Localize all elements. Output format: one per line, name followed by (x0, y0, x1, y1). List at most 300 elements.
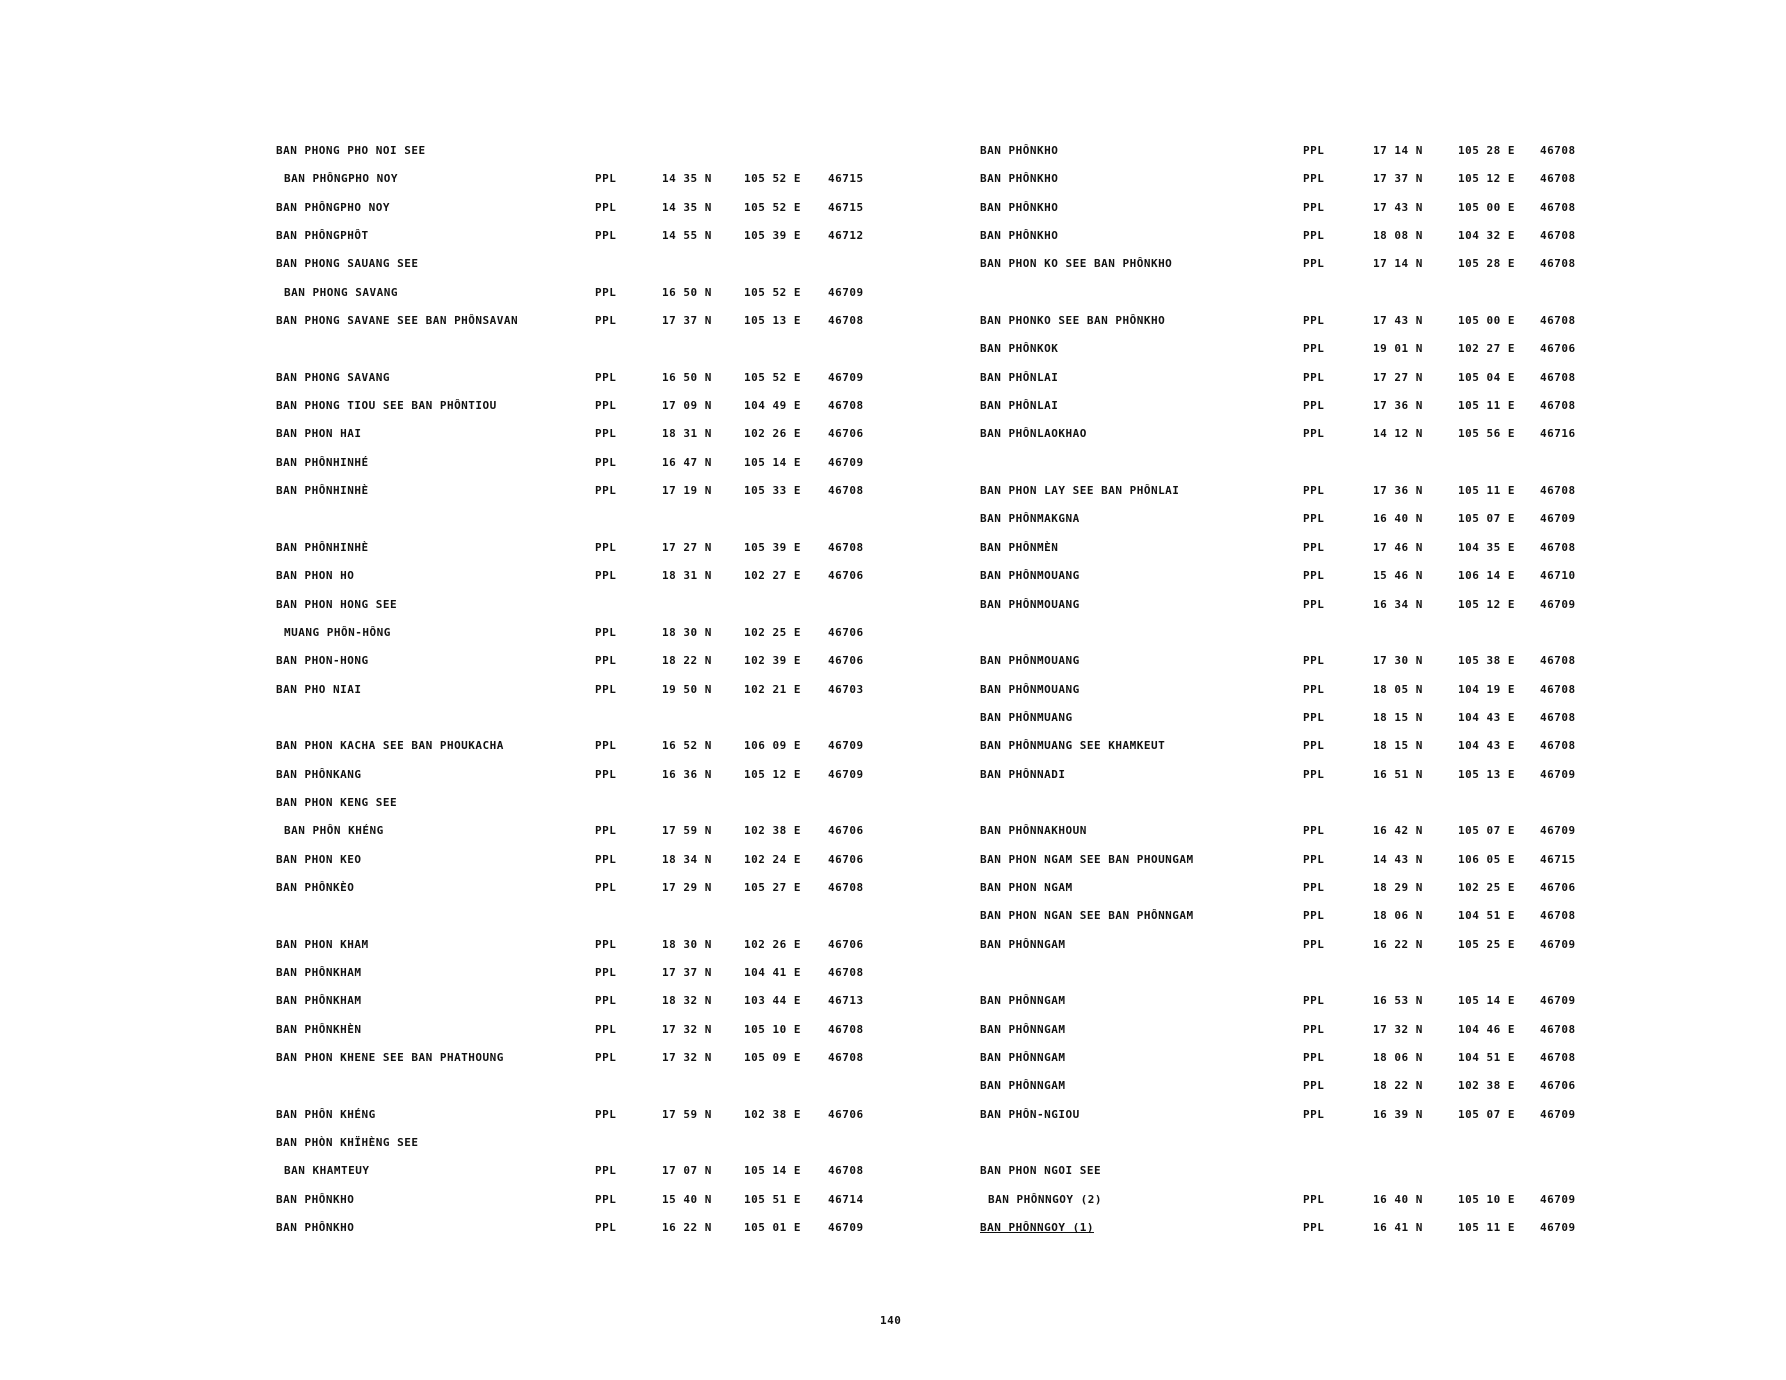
latitude: 16 47 N (662, 455, 712, 469)
place-name: BAN PHÔN-NGIOU (980, 1107, 1080, 1121)
place-name: BAN PHON NGOI SEE (980, 1164, 1102, 1178)
gazetteer-entry (980, 735, 1600, 763)
place-name: BAN PHONG SAVANE SEE BAN PHÔNSAVAN (276, 314, 519, 328)
place-name: BAN PHO NIAI (276, 682, 362, 696)
longitude: 105 13 E (1458, 767, 1515, 781)
place-name: BAN PHÔNMÈN (980, 540, 1059, 554)
gazetteer-entry (980, 905, 1600, 933)
longitude: 105 13 E (744, 314, 801, 328)
gazetteer-entry (980, 423, 1600, 451)
place-name: BAN PHÔNNGAM (980, 1051, 1066, 1064)
place-name: BAN PHON LAY SEE BAN PHÔNLAI (980, 484, 1180, 498)
place-name: BAN PHÔNLAI (980, 399, 1059, 413)
gazetteer-entry (276, 565, 896, 593)
gazetteer-entry (980, 367, 1600, 395)
latitude: 16 40 N (1373, 1192, 1423, 1206)
place-name: BAN PHON HAI (276, 427, 362, 441)
map-sheet: 46708 (1540, 710, 1576, 724)
place-name: BAN PHONKO SEE BAN PHÔNKHO (980, 314, 1166, 328)
place-name: BAN PHÔNKÈO (276, 880, 355, 894)
longitude: 102 24 E (744, 852, 801, 866)
blank-row (276, 707, 896, 735)
latitude: 18 31 N (662, 569, 712, 583)
place-name: BAN PHÔNKHO (276, 1221, 355, 1235)
map-sheet: 46709 (828, 455, 864, 469)
feature-class: PPL (595, 965, 617, 979)
map-sheet: 46713 (828, 994, 864, 1008)
place-name: BAN PHÔN KHÉNG (284, 824, 384, 838)
longitude: 105 10 E (744, 1022, 801, 1036)
gazetteer-entry (980, 990, 1600, 1018)
gazetteer-entry (980, 877, 1600, 905)
longitude: 106 09 E (744, 739, 801, 753)
map-sheet: 46709 (1540, 1107, 1576, 1121)
latitude: 17 59 N (662, 1107, 712, 1121)
map-sheet: 46709 (1540, 767, 1576, 781)
longitude: 105 07 E (1458, 1107, 1515, 1121)
latitude: 17 27 N (662, 540, 712, 554)
longitude: 102 39 E (744, 654, 801, 668)
longitude: 105 38 E (1458, 654, 1515, 668)
place-name: BAN PHÔNKHÈN (276, 1022, 362, 1036)
feature-class: PPL (595, 1192, 617, 1206)
latitude: 18 30 N (662, 625, 712, 639)
blank-row (980, 962, 1600, 990)
place-name: BAN PHONG SAVANG (284, 285, 398, 299)
place-name: BAN PHON KO SEE BAN PHÔNKHO (980, 257, 1173, 271)
place-name: BAN PHÔNNADI (980, 767, 1066, 781)
gazetteer-entry (276, 253, 896, 281)
place-name: BAN PHON KEO (276, 852, 362, 866)
map-sheet: 46712 (828, 229, 864, 243)
latitude: 16 50 N (662, 370, 712, 384)
feature-class: PPL (1303, 739, 1325, 753)
longitude: 102 38 E (744, 1107, 801, 1121)
latitude: 17 46 N (1373, 540, 1423, 554)
map-sheet: 46710 (1540, 569, 1576, 583)
latitude: 18 31 N (662, 427, 712, 441)
feature-class: PPL (595, 484, 617, 498)
blank-row (980, 1132, 1600, 1160)
latitude: 17 37 N (662, 314, 712, 328)
longitude: 105 52 E (744, 285, 801, 299)
gazetteer-entry (276, 679, 896, 707)
map-sheet: 46715 (828, 200, 864, 214)
feature-class: PPL (1303, 144, 1325, 157)
latitude: 14 43 N (1373, 852, 1423, 866)
latitude: 17 09 N (662, 399, 712, 413)
gazetteer-entry (276, 934, 896, 962)
place-name: BAN PHÔNKHO (980, 200, 1059, 214)
longitude: 102 25 E (744, 625, 801, 639)
feature-class: PPL (1303, 937, 1325, 951)
longitude: 104 35 E (1458, 540, 1515, 554)
feature-class: PPL (595, 852, 617, 866)
longitude: 105 11 E (1458, 1221, 1515, 1235)
place-name: BAN PHON NGAM (980, 880, 1073, 894)
feature-class: PPL (1303, 909, 1325, 923)
map-sheet: 46708 (1540, 540, 1576, 554)
feature-class: PPL (595, 682, 617, 696)
place-name: BAN PHÔNHINHÈ (276, 484, 369, 498)
latitude: 17 59 N (662, 824, 712, 838)
map-sheet: 46708 (1540, 314, 1576, 328)
gazetteer-entry (276, 650, 896, 678)
longitude: 105 27 E (744, 880, 801, 894)
gazetteer-entry (276, 197, 896, 225)
latitude: 18 32 N (662, 994, 712, 1008)
map-sheet: 46708 (1540, 1051, 1576, 1064)
feature-class: PPL (1303, 654, 1325, 668)
place-name: BAN PHÔNNGAM (980, 994, 1066, 1008)
place-name: BAN PHON KHENE SEE BAN PHATHOUNG (276, 1051, 504, 1064)
feature-class: PPL (1303, 852, 1325, 866)
place-name: BAN PHÔNLAI (980, 370, 1059, 384)
place-name: BAN PHÔNKOK (980, 342, 1059, 356)
gazetteer-entry (980, 225, 1600, 253)
gazetteer-entry (980, 820, 1600, 848)
map-sheet: 46706 (828, 654, 864, 668)
latitude: 15 40 N (662, 1192, 712, 1206)
feature-class: PPL (1303, 682, 1325, 696)
gazetteer-entry (980, 934, 1600, 962)
gazetteer-entry (276, 1217, 896, 1245)
feature-class: PPL (1303, 569, 1325, 583)
map-sheet: 46708 (1540, 229, 1576, 243)
longitude: 103 44 E (744, 994, 801, 1008)
map-sheet: 46706 (1540, 342, 1576, 356)
gazetteer-entry (980, 650, 1600, 678)
place-name: BAN PHONG PHO NOI SEE (276, 144, 426, 157)
latitude: 17 27 N (1373, 370, 1423, 384)
longitude: 105 52 E (744, 200, 801, 214)
gazetteer-entry (980, 140, 1600, 168)
longitude: 105 33 E (744, 484, 801, 498)
place-name: BAN PHON-HONG (276, 654, 369, 668)
longitude: 106 14 E (1458, 569, 1515, 583)
longitude: 105 00 E (1458, 314, 1515, 328)
latitude: 16 53 N (1373, 994, 1423, 1008)
longitude: 104 43 E (1458, 739, 1515, 753)
map-sheet: 46709 (1540, 512, 1576, 526)
map-sheet: 46708 (828, 965, 864, 979)
longitude: 105 11 E (1458, 484, 1515, 498)
place-name: BAN PHÔNMOUANG (980, 597, 1080, 611)
latitude: 18 30 N (662, 937, 712, 951)
latitude: 17 14 N (1373, 144, 1423, 157)
latitude: 17 19 N (662, 484, 712, 498)
feature-class: PPL (595, 427, 617, 441)
feature-class: PPL (1303, 540, 1325, 554)
latitude: 14 35 N (662, 172, 712, 186)
place-name: BAN PHON KACHA SEE BAN PHOUKACHA (276, 739, 504, 753)
feature-class: PPL (595, 1164, 617, 1178)
gazetteer-entry (980, 1047, 1600, 1075)
longitude: 104 19 E (1458, 682, 1515, 696)
feature-class: PPL (595, 540, 617, 554)
feature-class: PPL (595, 994, 617, 1008)
feature-class: PPL (595, 370, 617, 384)
feature-class: PPL (1303, 1051, 1325, 1064)
feature-class: PPL (595, 739, 617, 753)
place-name: BAN PHÔNMOUANG (980, 654, 1080, 668)
longitude: 102 27 E (744, 569, 801, 583)
place-name: BAN PHÔNGPHO NOY (284, 172, 398, 186)
gazetteer-entry (980, 1160, 1600, 1188)
gazetteer-entry (980, 508, 1600, 536)
place-name: BAN PHÔNMUANG SEE KHAMKEUT (980, 739, 1166, 753)
longitude: 105 14 E (1458, 994, 1515, 1008)
gazetteer-entry (276, 310, 896, 338)
feature-class: PPL (595, 314, 617, 328)
place-name: BAN PHÔNKHO (980, 172, 1059, 186)
place-name: BAN PHÔNLAOKHAO (980, 427, 1087, 441)
feature-class: PPL (595, 1107, 617, 1121)
gazetteer-entry (276, 282, 896, 310)
place-name: BAN PHON HONG SEE (276, 597, 398, 611)
gazetteer-entry (980, 338, 1600, 366)
longitude: 105 39 E (744, 540, 801, 554)
longitude: 105 56 E (1458, 427, 1515, 441)
latitude: 16 50 N (662, 285, 712, 299)
map-sheet: 46706 (1540, 1079, 1576, 1093)
feature-class: PPL (595, 824, 617, 838)
gazetteer-entry (980, 764, 1600, 792)
place-name: BAN PHÔNNGAM (980, 1022, 1066, 1036)
map-sheet: 46708 (1540, 1022, 1576, 1036)
gazetteer-entry (276, 423, 896, 451)
latitude: 18 08 N (1373, 229, 1423, 243)
latitude: 16 51 N (1373, 767, 1423, 781)
latitude: 19 50 N (662, 682, 712, 696)
feature-class: PPL (595, 399, 617, 413)
map-sheet: 46709 (1540, 824, 1576, 838)
map-sheet: 46709 (828, 370, 864, 384)
feature-class: PPL (1303, 229, 1325, 243)
gazetteer-entry (276, 877, 896, 905)
gazetteer-entry (276, 735, 896, 763)
map-sheet: 46709 (1540, 1192, 1576, 1206)
blank-row (980, 622, 1600, 650)
gazetteer-entry (980, 1075, 1600, 1103)
place-name: BAN PHÔNKHO (980, 144, 1059, 157)
gazetteer-entry (980, 395, 1600, 423)
longitude: 102 26 E (744, 937, 801, 951)
feature-class: PPL (595, 767, 617, 781)
feature-class: PPL (1303, 512, 1325, 526)
gazetteer-entry (276, 1104, 896, 1132)
map-sheet: 46708 (828, 880, 864, 894)
map-sheet: 46709 (828, 739, 864, 753)
map-sheet: 46708 (828, 314, 864, 328)
gazetteer-entry (276, 168, 896, 196)
latitude: 18 22 N (1373, 1079, 1423, 1093)
gazetteer-entry (276, 849, 896, 877)
gazetteer-entry (980, 679, 1600, 707)
latitude: 15 46 N (1373, 569, 1423, 583)
place-name: BAN PHÔNNGAM (980, 1079, 1066, 1093)
gazetteer-entry (276, 1132, 896, 1160)
feature-class: PPL (1303, 597, 1325, 611)
longitude: 105 28 E (1458, 257, 1515, 271)
blank-row (276, 508, 896, 536)
gazetteer-entry (276, 1160, 896, 1188)
longitude: 102 25 E (1458, 880, 1515, 894)
longitude: 105 09 E (744, 1051, 801, 1064)
longitude: 106 05 E (1458, 852, 1515, 866)
gazetteer-entry (980, 168, 1600, 196)
place-name: BAN PHÔNMUANG (980, 710, 1073, 724)
place-name: BAN PHÔNKANG (276, 767, 362, 781)
gazetteer-entry (276, 367, 896, 395)
map-sheet: 46706 (1540, 880, 1576, 894)
place-name: BAN PHÔNKHO (276, 1192, 355, 1206)
gazetteer-entry (276, 820, 896, 848)
feature-class: PPL (595, 937, 617, 951)
place-name: BAN PHÔN KHÉNG (276, 1107, 376, 1121)
latitude: 17 36 N (1373, 399, 1423, 413)
latitude: 17 32 N (1373, 1022, 1423, 1036)
longitude: 105 12 E (1458, 597, 1515, 611)
gazetteer-entry (980, 310, 1600, 338)
gazetteer-entry (980, 1189, 1600, 1217)
map-sheet: 46716 (1540, 427, 1576, 441)
place-name: BAN PHÔNKHO (980, 229, 1059, 243)
map-sheet: 46708 (1540, 682, 1576, 696)
longitude: 102 21 E (744, 682, 801, 696)
latitude: 17 29 N (662, 880, 712, 894)
map-sheet: 46708 (1540, 399, 1576, 413)
feature-class: PPL (1303, 824, 1325, 838)
gazetteer-entry (980, 849, 1600, 877)
longitude: 105 11 E (1458, 399, 1515, 413)
feature-class: PPL (595, 625, 617, 639)
page-number: 140 (880, 1314, 902, 1327)
map-sheet: 46715 (1540, 852, 1576, 866)
gazetteer-entry (276, 480, 896, 508)
gazetteer-entry (276, 1189, 896, 1217)
map-sheet: 46708 (1540, 144, 1576, 157)
gazetteer-entry (276, 764, 896, 792)
gazetteer-entry (980, 1019, 1600, 1047)
gazetteer-entry (980, 1104, 1600, 1132)
map-sheet: 46714 (828, 1192, 864, 1206)
map-sheet: 46709 (1540, 597, 1576, 611)
gazetteer-entry (276, 225, 896, 253)
latitude: 16 40 N (1373, 512, 1423, 526)
longitude: 104 49 E (744, 399, 801, 413)
gazetteer-entry (980, 253, 1600, 281)
feature-class: PPL (595, 1221, 617, 1235)
gazetteer-entry (276, 452, 896, 480)
latitude: 17 14 N (1373, 257, 1423, 271)
map-sheet: 46706 (828, 1107, 864, 1121)
place-name: BAN PHÔNHINHÉ (276, 455, 369, 469)
map-sheet: 46708 (828, 484, 864, 498)
map-sheet: 46708 (1540, 739, 1576, 753)
longitude: 102 38 E (1458, 1079, 1515, 1093)
map-sheet: 46708 (1540, 370, 1576, 384)
place-name: BAN PHON KENG SEE (276, 795, 398, 809)
map-sheet: 46706 (828, 824, 864, 838)
map-sheet: 46709 (828, 285, 864, 299)
gazetteer-entry (980, 707, 1600, 735)
map-sheet: 46706 (828, 569, 864, 583)
place-name: BAN PHÒN KHÏHÈNG SEE (276, 1136, 419, 1150)
longitude: 105 00 E (1458, 200, 1515, 214)
map-sheet: 46715 (828, 172, 864, 186)
map-sheet: 46708 (1540, 909, 1576, 923)
latitude: 16 36 N (662, 767, 712, 781)
blank-row (276, 905, 896, 933)
feature-class: PPL (595, 285, 617, 299)
longitude: 104 51 E (1458, 909, 1515, 923)
map-sheet: 46708 (1540, 172, 1576, 186)
feature-class: PPL (595, 569, 617, 583)
longitude: 105 14 E (744, 455, 801, 469)
place-name: BAN PHÔNNGAM (980, 937, 1066, 951)
gazetteer-entry (276, 990, 896, 1018)
latitude: 18 06 N (1373, 909, 1423, 923)
map-sheet: 46709 (828, 1221, 864, 1235)
latitude: 16 39 N (1373, 1107, 1423, 1121)
longitude: 105 39 E (744, 229, 801, 243)
latitude: 17 37 N (662, 965, 712, 979)
latitude: 16 22 N (662, 1221, 712, 1235)
place-name: BAN PHON NGAM SEE BAN PHOUNGAM (980, 852, 1194, 866)
gazetteer-entry (980, 1217, 1600, 1245)
longitude: 105 01 E (744, 1221, 801, 1235)
feature-class: PPL (1303, 257, 1325, 271)
latitude: 14 35 N (662, 200, 712, 214)
latitude: 14 12 N (1373, 427, 1423, 441)
place-name: BAN PHÔNNAKHOUN (980, 824, 1087, 838)
longitude: 105 25 E (1458, 937, 1515, 951)
place-name: BAN PHÔNKHAM (276, 994, 362, 1008)
longitude: 105 07 E (1458, 824, 1515, 838)
longitude: 105 52 E (744, 370, 801, 384)
map-sheet: 46706 (828, 852, 864, 866)
latitude: 17 37 N (1373, 172, 1423, 186)
right-column (980, 140, 1600, 1245)
map-sheet: 46706 (828, 427, 864, 441)
place-name: BAN PHÔNGPHÔT (276, 229, 369, 243)
longitude: 102 38 E (744, 824, 801, 838)
feature-class: PPL (595, 1051, 617, 1064)
feature-class: PPL (1303, 484, 1325, 498)
place-name: BAN PHON KHAM (276, 937, 369, 951)
longitude: 105 28 E (1458, 144, 1515, 157)
gazetteer-entry (276, 594, 896, 622)
feature-class: PPL (1303, 880, 1325, 894)
map-sheet: 46708 (828, 399, 864, 413)
latitude: 17 07 N (662, 1164, 712, 1178)
latitude: 16 41 N (1373, 1221, 1423, 1235)
map-sheet: 46709 (1540, 1221, 1576, 1235)
longitude: 104 41 E (744, 965, 801, 979)
latitude: 18 34 N (662, 852, 712, 866)
latitude: 16 22 N (1373, 937, 1423, 951)
feature-class: PPL (1303, 1192, 1325, 1206)
feature-class: PPL (1303, 994, 1325, 1008)
blank-row (980, 792, 1600, 820)
latitude: 17 43 N (1373, 200, 1423, 214)
place-name: BAN PHÔNNGOY (2) (988, 1192, 1102, 1206)
feature-class: PPL (1303, 710, 1325, 724)
map-sheet: 46709 (828, 767, 864, 781)
feature-class: PPL (1303, 1221, 1325, 1235)
latitude: 16 52 N (662, 739, 712, 753)
